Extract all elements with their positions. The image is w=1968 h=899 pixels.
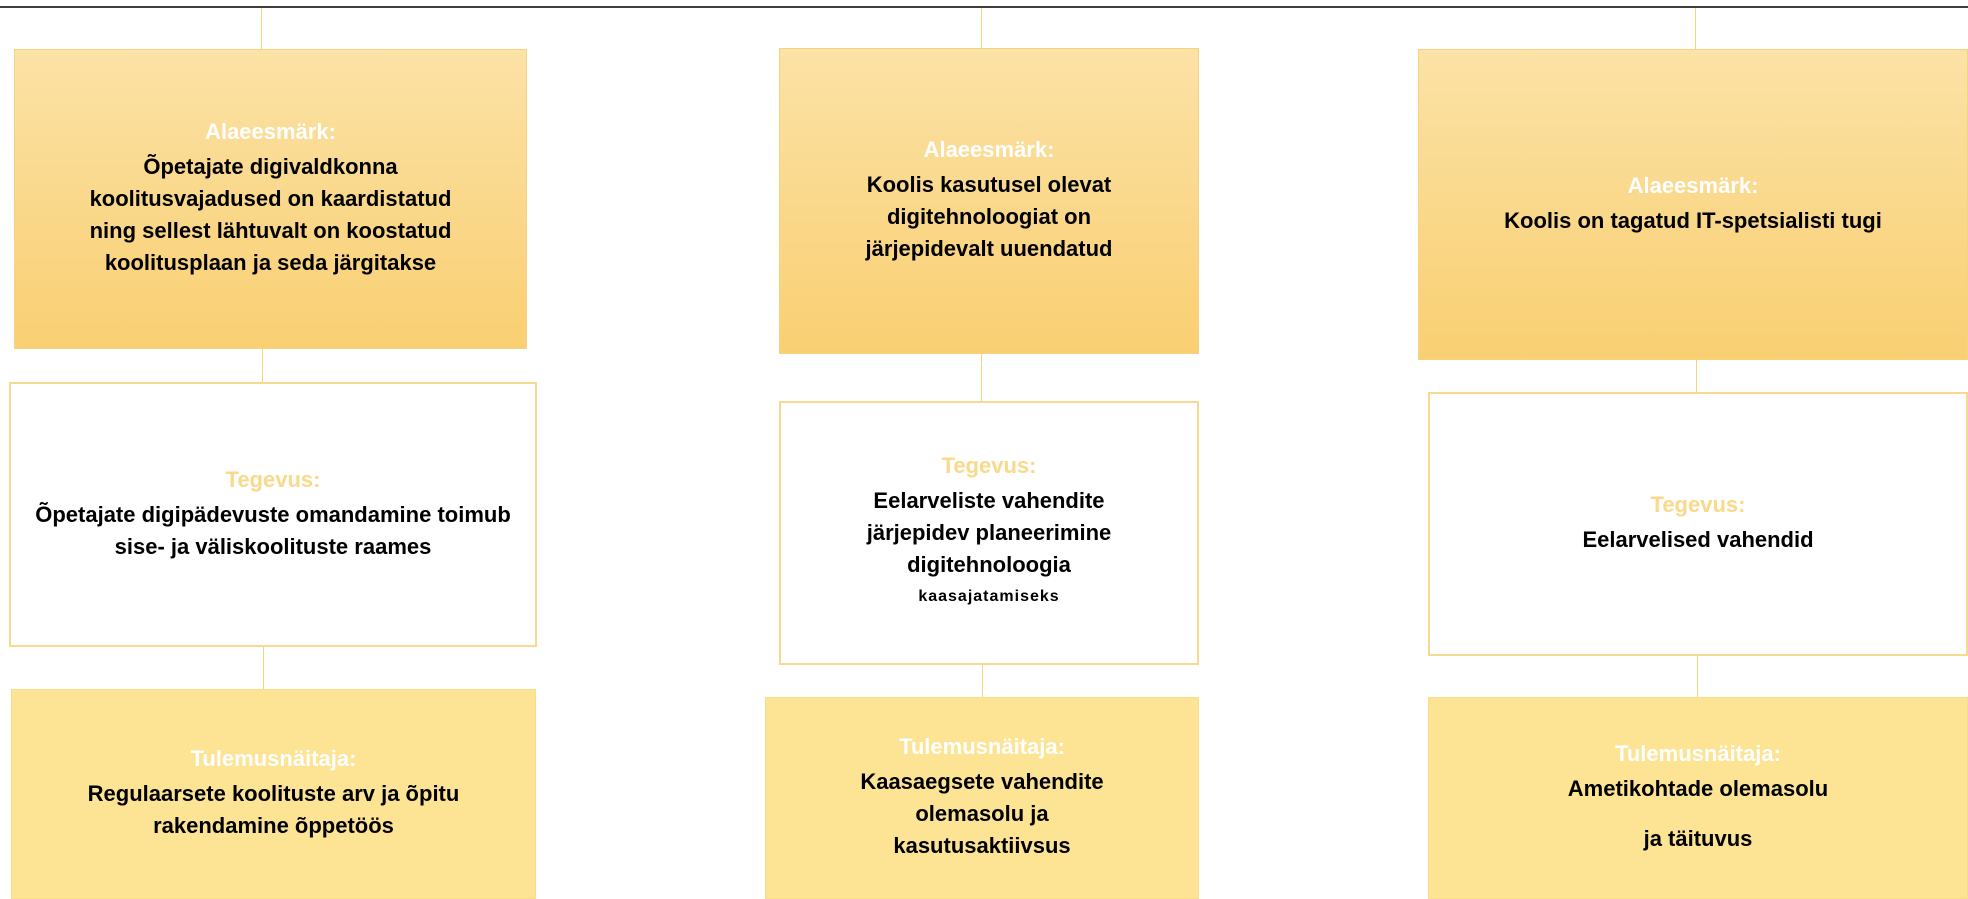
connector-line [261,8,262,49]
indicator-heading: Tulemusnäitaja: [190,746,357,771]
subgoal-heading: Alaeesmärk: [923,137,1055,162]
indicator-box-2 [765,697,1199,899]
top-divider-line [0,6,1968,8]
activity-heading: Tegevus: [225,466,321,492]
activity-text: Eelarvelised vahendid [1582,527,1814,552]
subgoal-text: Õpetajate digivaldkonna koolitusvajadused on kaardistatud ning sellest lähtuvalt on koostatud koolitusplaan ja seda järgitakse [89,154,452,275]
indicator-text-line-2: ja täituvus [1643,826,1753,851]
activity-text: Õpetajate digipädevuste omandamine toimub sise- ja väliskoolituste raames [35,501,511,559]
activity-heading: Tegevus: [1650,492,1746,517]
activity-heading: Tegevus: [941,453,1037,478]
indicator-text: Kaasaegsete vahendite olemasolu ja kasutusaktiivsus [860,769,1104,858]
connector-line [981,8,982,48]
activity-box-3 [1428,392,1968,656]
activity-line: järjepidev planeerimine [866,520,1112,545]
indicator-heading: Tulemusnäitaja: [899,734,1065,759]
connector-line [262,349,263,382]
indicator-text-line-1: Ametikohtade olemasolu [1567,776,1829,801]
activity-text [853,485,1126,613]
connector-line [1696,360,1697,392]
activity-line: digitehnoloogia [907,552,1071,577]
connector-line [1695,8,1696,49]
indicator-text: Regulaarsete koolituste arv ja õpitu rakendamine õppetöös [87,781,460,838]
subgoal-box-2 [779,48,1199,354]
indicator-box-1 [11,689,536,899]
indicator-heading: Tulemusnäitaja: [1615,741,1781,766]
connector-line [263,647,264,689]
connector-line [982,665,983,697]
activity-line-small: kaasajatamiseks [918,588,1060,605]
connector-line [1697,656,1698,697]
activity-box-1 [9,382,537,647]
subgoal-box-3 [1418,49,1968,360]
subgoal-text: Koolis kasutusel olevat digitehnoloogiat on järjepidevalt uuendatud [865,172,1113,261]
subgoal-heading: Alaeesmärk: [205,119,336,144]
subgoal-box-1 [14,49,527,349]
subgoal-heading: Alaeesmärk: [1627,172,1759,198]
subgoal-text: Koolis on tagatud IT-spetsialisti tugi [1504,207,1882,233]
connector-line [981,354,982,401]
indicator-box-3 [1428,697,1968,899]
activity-box-2 [779,401,1199,665]
activity-line: Eelarveliste vahendite [873,488,1105,513]
